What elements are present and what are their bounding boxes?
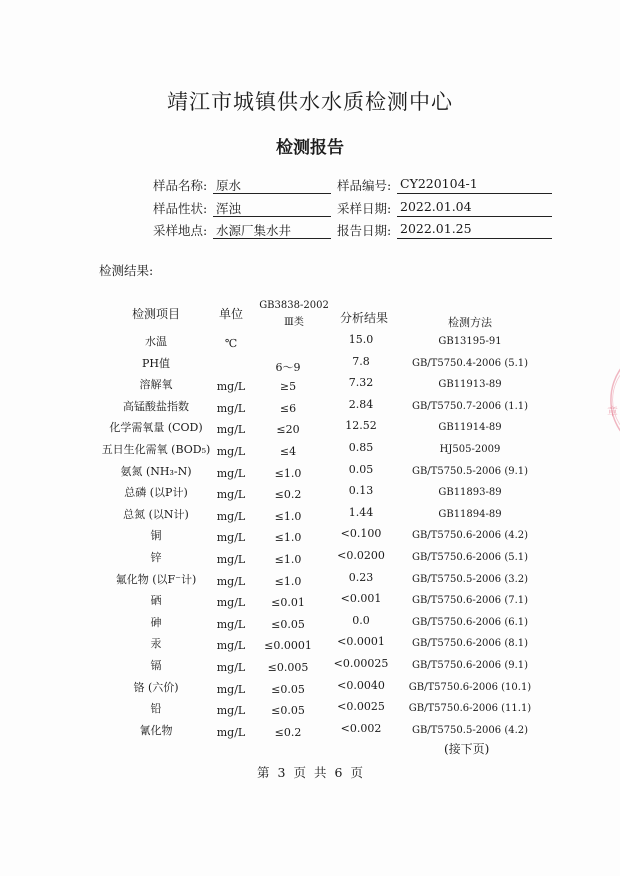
row-standard: ≤1.0 [274,553,302,566]
row-result: 12.52 [345,419,377,433]
table-row [0,527,620,547]
report-title: 检测报告 [276,138,344,158]
row-method: GB/T5750.6-2006 (9.1) [411,660,529,671]
sample-name-label: 样品名称: [153,178,208,193]
header-standard-line2: Ⅲ类 [284,317,304,328]
table-row [0,592,620,612]
row-unit: mg/L [216,553,246,566]
row-unit: mg/L [216,466,246,480]
header-result: 分析结果 [339,311,388,325]
sampling-location-value: 水源厂集水井 [213,221,331,239]
row-result: <0.0040 [337,678,385,692]
row-method: GB11913-89 [438,379,502,391]
info-row-2 [0,199,620,219]
sampling-date-value: 2022.01.04 [397,199,552,217]
header-method: 检测方法 [448,316,492,329]
row-result: 1.44 [348,505,374,519]
row-standard: ≤6 [279,401,297,415]
row-method: GB/T5750.5-2006 (4.2) [411,724,529,736]
sample-name-value: 原水 [213,176,331,194]
row-standard: ≤0.2 [274,488,302,502]
row-method: GB13195-91 [438,336,502,347]
row-method: GB/T5750.6-2006 (5.1) [411,552,529,563]
row-item: 溶解氧 [139,378,173,392]
row-item: 铜 [150,529,162,543]
row-item: 水温 [145,335,167,348]
table-row [0,484,620,504]
header-standard-line1: GB3838-2002 [259,300,329,311]
row-method: GB11893-89 [438,487,502,499]
row-unit: mg/L [216,661,246,674]
table-row [0,333,620,353]
row-result: <0.100 [340,527,382,541]
row-method: GB/T5750.6-2006 (6.1) [411,616,529,628]
row-method: GB/T5750.6-2006 (11.1) [408,703,532,715]
continued-note: (接下页) [444,742,490,756]
row-item: 化学需氧量 (COD) [109,421,203,435]
row-unit: mg/L [216,639,246,653]
seal-stamp-icon [585,340,620,460]
footer-total-pages: 6 [334,765,343,780]
sample-nature-value: 浑浊 [213,199,331,217]
row-result: <0.0001 [337,635,385,649]
row-result: <0.0025 [337,700,385,714]
table-row [0,419,620,439]
row-item: 铬 (六价) [133,680,179,694]
row-method: GB/T5750.5-2006 (9.1) [411,465,529,477]
row-result: 0.05 [348,462,374,476]
info-row-3 [0,221,620,241]
row-item: 锌 [150,551,162,564]
header-unit: 单位 [218,307,243,321]
row-result: 0.85 [348,441,374,454]
row-item: 铅 [150,702,162,716]
row-unit: mg/L [216,423,246,437]
header-item: 检测项目 [131,307,180,321]
row-result: <0.002 [340,721,382,735]
footer-total-prefix: 共 [314,765,327,780]
row-item: 硒 [150,594,162,608]
row-item: 氨氮 (NH₃-N) [120,464,192,478]
table-row [0,657,620,677]
table-row [0,571,620,591]
row-method: GB/T5750.6-2006 (8.1) [411,638,529,650]
footer-suffix: 页 [350,765,363,780]
row-method: GB11914-89 [438,422,502,434]
row-item: 镉 [150,659,162,672]
table-row [0,700,620,720]
results-label: 检测结果: [99,263,154,278]
row-unit: mg/L [216,380,246,394]
row-unit: mg/L [216,488,246,502]
row-method: GB/T5750.6-2006 (10.1) [408,681,532,693]
row-standard: ≤0.0001 [264,639,312,653]
row-method: GB11894-89 [438,508,502,520]
row-item: 氰化物 [139,723,173,737]
row-standard: ≤0.05 [271,682,305,696]
row-standard: ≤0.01 [271,596,305,610]
table-row [0,679,620,699]
row-unit: mg/L [216,704,246,718]
row-standard: ≤4 [279,445,297,458]
row-method: GB/T5750.6-2006 (7.1) [411,595,529,607]
table-row [0,441,620,461]
row-standard: ≤0.005 [267,661,309,674]
footer-prefix: 第 [257,765,270,780]
table-row [0,635,620,655]
row-standard: ≤0.2 [274,725,302,739]
row-standard: ≤0.05 [271,617,305,631]
row-standard: ≤0.05 [271,704,305,718]
row-result: 0.23 [348,570,374,584]
row-item: 总磷 (以P计) [124,486,188,500]
row-unit: ℃ [224,337,238,350]
row-unit: mg/L [216,509,246,523]
row-unit: mg/L [216,596,246,610]
row-standard: ≤1.0 [274,531,302,545]
sampling-location-label: 采样地点: [153,223,208,238]
table-row [0,722,620,742]
row-unit: mg/L [216,725,246,739]
org-title: 靖江市城镇供水水质检测中心 [167,90,453,114]
sample-code-value: CY220104-1 [397,176,552,194]
row-result: <0.0200 [337,549,385,562]
row-result: 7.32 [348,376,374,390]
row-method: GB/T5750.7-2006 (1.1) [411,400,529,412]
row-standard: ≤1.0 [274,574,302,588]
row-result: 0.13 [348,484,374,498]
footer-page-number: 3 [277,765,286,780]
row-result: <0.00025 [333,657,389,670]
table-row [0,463,620,483]
row-item: PH值 [142,356,170,370]
row-item: 高锰酸盐指数 [123,399,189,413]
table-row [0,506,620,526]
svg-text:章: 章 [607,405,618,418]
row-result: 2.84 [348,397,374,411]
row-result: 7.8 [352,354,370,368]
row-unit: mg/L [216,574,246,588]
row-unit: mg/L [216,682,246,696]
report-date-label: 报告日期: [337,223,392,238]
table-row [0,376,620,396]
row-result: <0.001 [340,592,382,606]
page-footer [0,763,620,781]
footer-mid: 页 [293,765,306,780]
table-row [0,614,620,634]
row-result: 15.0 [348,333,374,346]
row-item: 总氮 (以N计) [123,507,189,521]
row-unit: mg/L [216,531,246,545]
row-unit: mg/L [216,445,246,458]
row-unit: mg/L [216,617,246,631]
row-result: 0.0 [352,613,370,627]
row-standard: ≤20 [276,423,300,437]
row-standard: ≤1.0 [274,466,302,480]
row-standard: ≥5 [279,380,297,394]
sample-code-label: 样品编号: [337,178,392,193]
row-standard: ≤1.0 [274,509,302,523]
row-standard: 6～9 [275,360,301,374]
table-row [0,549,620,569]
table-row [0,398,620,418]
row-item: 砷 [150,615,162,629]
row-method: GB/T5750.5-2006 (3.2) [411,573,529,585]
row-unit: mg/L [216,401,246,415]
row-item: 氟化物 (以F⁻计) [115,572,197,586]
row-method: GB/T5750.4-2006 (5.1) [411,357,529,369]
row-item: 五日生化需氧 (BOD₅) [101,443,211,456]
row-item: 汞 [150,637,162,651]
sample-nature-label: 样品性状: [153,201,208,216]
row-method: HJ505-2009 [439,444,501,455]
table-row [0,355,620,375]
row-method: GB/T5750.6-2006 (4.2) [411,530,529,542]
info-row-1 [0,176,620,196]
sampling-date-label: 采样日期: [337,201,392,216]
report-date-value: 2022.01.25 [397,221,552,239]
